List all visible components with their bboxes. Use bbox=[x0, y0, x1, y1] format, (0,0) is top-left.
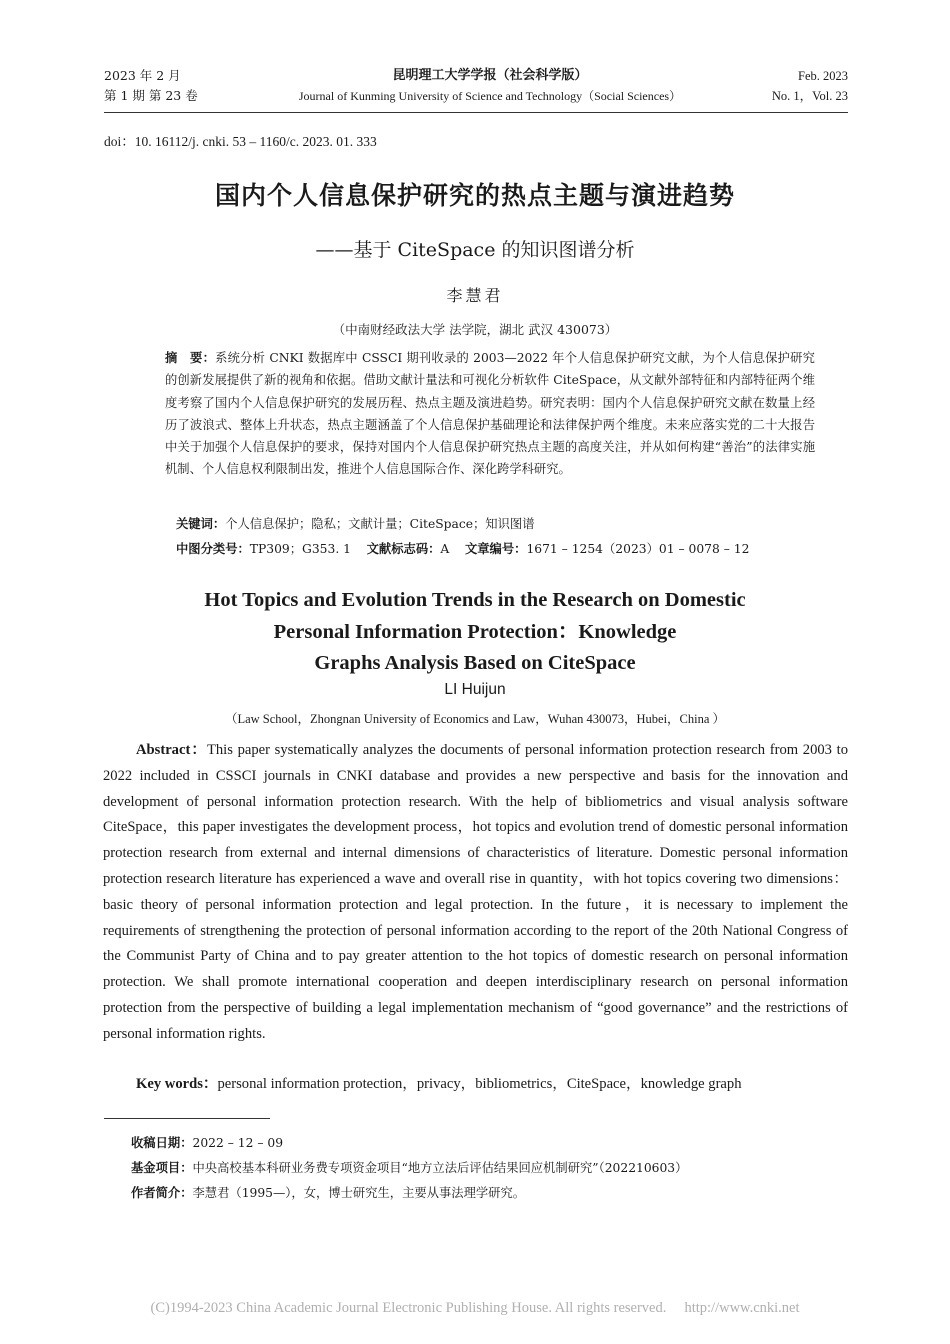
header-left bbox=[104, 66, 198, 106]
keywords-cn bbox=[176, 514, 535, 534]
clc-label: 中图分类号： bbox=[176, 542, 250, 556]
paper-title-en bbox=[0, 585, 950, 680]
header-center bbox=[240, 66, 740, 106]
paper-title-cn: 国内个人信息保护研究的热点主题与演进趋势 bbox=[214, 181, 735, 210]
received-label: 收稿日期： bbox=[131, 1136, 193, 1150]
copyright-watermark: (C)1994-2023 China Academic Journal Electronic Publishing House. All rights reserved. http://www.cnki.net bbox=[150, 1300, 800, 1316]
journal-title-cn: 昆明理工大学学报（社会科学版） bbox=[392, 68, 588, 83]
author-name-cn: 李慧君 bbox=[446, 286, 504, 305]
article-no-label: 文章编号： bbox=[464, 542, 527, 556]
abstract-cn bbox=[165, 347, 815, 481]
header-date: 2023 年 2 月 bbox=[104, 68, 181, 83]
header-right bbox=[772, 66, 848, 106]
keywords-en bbox=[136, 1072, 742, 1093]
paper-subtitle-cn: ——基于 CiteSpace 的知识图谱分析 bbox=[315, 239, 635, 261]
author-name-en: LI Huijun bbox=[444, 681, 506, 698]
keywords-cn-label: 关键词： bbox=[176, 517, 226, 531]
abstract-en-text: This paper systematically analyzes the documents of personal information protection research from 2003 to 2022 included in CSSCI journals in CNKI database and provides a new perspective and basis for the innovation and development of personal information protection research. With the help of bibliometrics and visual analysis software CiteSpace，this paper investigates the development process，hot topics and evolution trend of domestic personal information protection research from external and internal dimensions of characteristics of literature. Domestic personal information protection research literature has experienced a wave and overall rise in quantity，with hot topics covering two dimensions：basic theory of personal information protection and legal protection. In the future，it is necessary to implement the requirements of strengthening the protection of personal information according to the report of the 20th National Congress of the Communist Party of China and to pay greater attention to the hot topics of domestic research on personal information protection. We shall promote international cooperation and deepen interdisciplinary research on personal information protection from the perspective of building a legal implementation mechanism of “good governance” and the restrictions of personal information rights. bbox=[103, 742, 848, 1042]
abstract-cn-label: 摘 要： bbox=[165, 351, 216, 365]
header-issue-en: No. 1，Vol. 23 bbox=[771, 89, 848, 103]
title-en-line1: Hot Topics and Evolution Trends in the Research on Domestic bbox=[204, 589, 746, 611]
title-en-line3: Graphs Analysis Based on CiteSpace bbox=[314, 652, 636, 674]
keywords-en-text: personal information protection，privacy，bibliometrics，CiteSpace，knowledge graph bbox=[217, 1076, 742, 1092]
author-bio-value: 李慧君（1995—），女，博士研究生，主要从事法理学研究。 bbox=[192, 1186, 526, 1200]
fund-value: 中央高校基本科研业务费专项资金项目“地方立法后评估结果回应机制研究”（202210603） bbox=[192, 1161, 688, 1175]
abstract-cn-text: 系统分析 CNKI 数据库中 CSSCI 期刊收录的 2003—2022 年个人信息保护研究文献，为个人信息保护研究的创新发展提供了新的视角和依据。借助文献计量法和可视化分析软件 CiteSpace，从文献外部特征和内部特征两个维度考察了国内个人信息保护研究的发展历程、热点主题及演进趋势。研究表明：国内个人信息保护研究文献在数量上经历了波浪式、整体上升状态，热点主题涵盖了个人信息保护基础理论和法律保护两个维度。未来应落实党的二十大报告中关于加强个人信息保护的要求，保持对国内个人信息保护研究热点主题的高度关注，并从如何构建“善治”的法律实施机制、个人信息权利限制出发，推进个人信息国际合作、深化跨学科研究。 bbox=[165, 351, 815, 477]
footnote-divider bbox=[104, 1118, 270, 1119]
fund-label: 基金项目： bbox=[131, 1161, 193, 1175]
header-issue: 第 1 期 第 23 卷 bbox=[104, 88, 198, 103]
footnote-author bbox=[131, 1183, 525, 1203]
title-en-line2: Personal Information Protection：Knowledge bbox=[273, 620, 677, 643]
keywords-en-label: Key words： bbox=[136, 1076, 218, 1092]
footnote-received bbox=[131, 1133, 283, 1153]
affiliation-en: （Law School，Zhongnan University of Economics and Law，Wuhan 430073，Hubei，China ） bbox=[224, 712, 726, 726]
header-date-en: Feb. 2023 bbox=[798, 69, 848, 83]
clc-value: TP309；G353. 1 bbox=[249, 542, 351, 556]
footnote-fund bbox=[131, 1158, 687, 1178]
received-value: 2022 – 12 – 09 bbox=[192, 1136, 284, 1150]
header-divider bbox=[104, 112, 848, 113]
abstract-en-label: Abstract： bbox=[136, 742, 207, 758]
doc-code-label: 文献标志码： bbox=[366, 542, 441, 556]
article-no-value: 1671 – 1254（2023）01 – 0078 – 12 bbox=[526, 542, 750, 556]
author-bio-label: 作者简介： bbox=[131, 1186, 193, 1200]
abstract-en bbox=[103, 738, 848, 1048]
doi: doi：10. 16112/j. cnki. 53 – 1160/c. 2023. 01. 333 bbox=[104, 134, 377, 149]
keywords-cn-text: 个人信息保护；隐私；文献计量；CiteSpace；知识图谱 bbox=[225, 517, 535, 531]
journal-title-en: Journal of Kunming University of Science and Technology（Social Sciences） bbox=[298, 89, 682, 103]
doc-code-value: A bbox=[440, 542, 450, 556]
affiliation-cn: （中南财经政法大学 法学院，湖北 武汉 430073） bbox=[332, 322, 618, 337]
classification-cn bbox=[176, 539, 749, 559]
